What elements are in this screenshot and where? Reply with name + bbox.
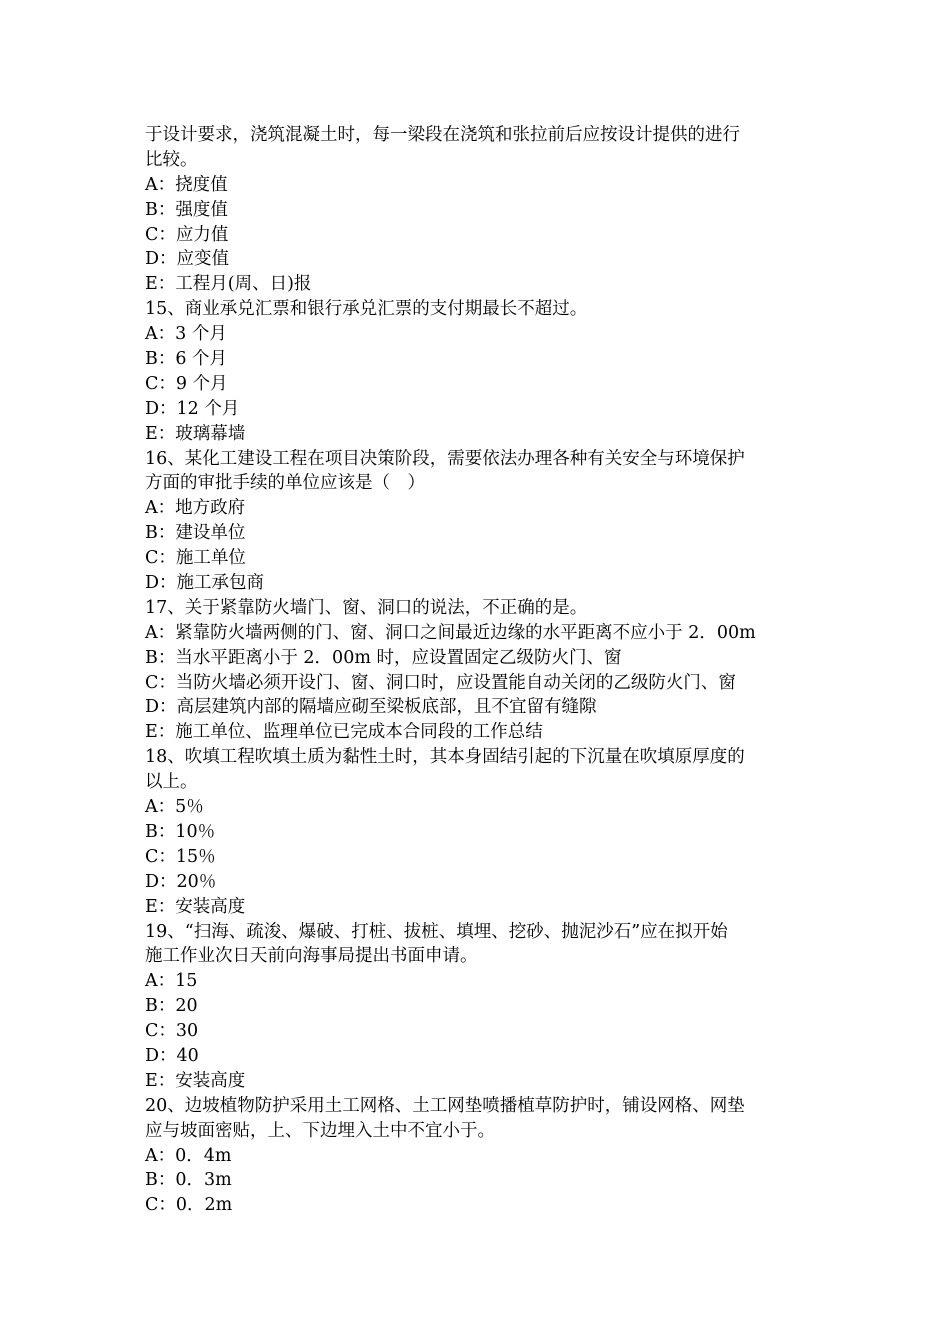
option-d: D：40 <box>145 1045 199 1066</box>
question-20-cont: 应与坡面密贴，上、下边埋入土中不宜小于。 <box>145 1120 495 1141</box>
option-a: A：0．4m <box>145 1145 232 1166</box>
question-16: 16、某化工建设工程在项目决策阶段，需要依法办理各种有关安全与环境保护 <box>145 448 745 469</box>
question-19-cont: 施工作业次日天前向海事局提出书面申请。 <box>145 946 478 967</box>
option-e: E：工程月(周、日)报 <box>145 274 312 295</box>
option-d: D：高层建筑内部的隔墙应砌至梁板底部，且不宜留有缝隙 <box>145 697 597 718</box>
question-20: 20、边坡植物防护采用土工网格、土工网垫喷播植草防护时，铺设网格、网垫 <box>145 1095 745 1116</box>
option-c: C：0．2m <box>145 1195 233 1216</box>
option-c: C：15％ <box>145 846 216 867</box>
option-b: B：0．3m <box>145 1170 232 1191</box>
question-18-cont: 以上。 <box>145 772 198 793</box>
option-d: D：施工承包商 <box>145 573 265 594</box>
question-16-cont: 方面的审批手续的单位应该是（ ） <box>145 473 425 494</box>
option-b: B：6 个月 <box>145 349 228 370</box>
option-c: C：施工单位 <box>145 548 246 569</box>
option-d: D：应变值 <box>145 249 230 270</box>
document-page <box>145 123 813 1218</box>
option-d: D：12 个月 <box>145 398 240 419</box>
question-15: 15、商业承兑汇票和银行承兑汇票的支付期最长不超过。 <box>145 299 588 320</box>
option-d: D：20％ <box>145 871 217 892</box>
option-a: A：挠度值 <box>145 174 228 195</box>
option-c: C：9 个月 <box>145 373 228 394</box>
option-a: A：地方政府 <box>145 498 246 519</box>
option-c: C：应力值 <box>145 224 229 245</box>
option-c: C：30 <box>145 1021 199 1042</box>
option-e: E：玻璃幕墙 <box>145 423 246 444</box>
option-a: A：3 个月 <box>145 324 227 345</box>
option-a: A：紧靠防火墙两侧的门、窗、洞口之间最近边缘的水平距离不应小于 2．00m <box>145 622 756 643</box>
text-line: 比较。 <box>145 149 198 170</box>
question-17: 17、关于紧靠防火墙门、窗、洞口的说法，不正确的是。 <box>145 597 588 618</box>
option-e: E：安装高度 <box>145 896 246 917</box>
option-b: B：10％ <box>145 821 216 842</box>
question-18: 18、吹填工程吹填土质为黏性土时，其本身固结引起的下沉量在吹填原厚度的 <box>145 747 745 768</box>
option-b: B：当水平距离小于 2．00m 时，应设置固定乙级防火门、窗 <box>145 647 622 668</box>
option-a: A：15 <box>145 971 198 992</box>
option-e: E：施工单位、监理单位已完成本合同段的工作总结 <box>145 722 543 743</box>
option-b: B：20 <box>145 996 198 1017</box>
option-b: B：强度值 <box>145 199 228 220</box>
option-a: A：5％ <box>145 797 204 818</box>
text-line: 于设计要求，浇筑混凝土时，每一梁段在浇筑和张拉前后应按设计提供的进行 <box>145 125 740 145</box>
question-19: 19、“扫海、疏浚、爆破、打桩、拔桩、填埋、挖砂、抛泥沙石”应在拟开始 <box>145 921 728 942</box>
option-e: E：安装高度 <box>145 1070 246 1091</box>
option-c: C：当防火墙必须开设门、窗、洞口时，应设置能自动关闭的乙级防火门、窗 <box>145 672 736 693</box>
option-b: B：建设单位 <box>145 523 246 544</box>
